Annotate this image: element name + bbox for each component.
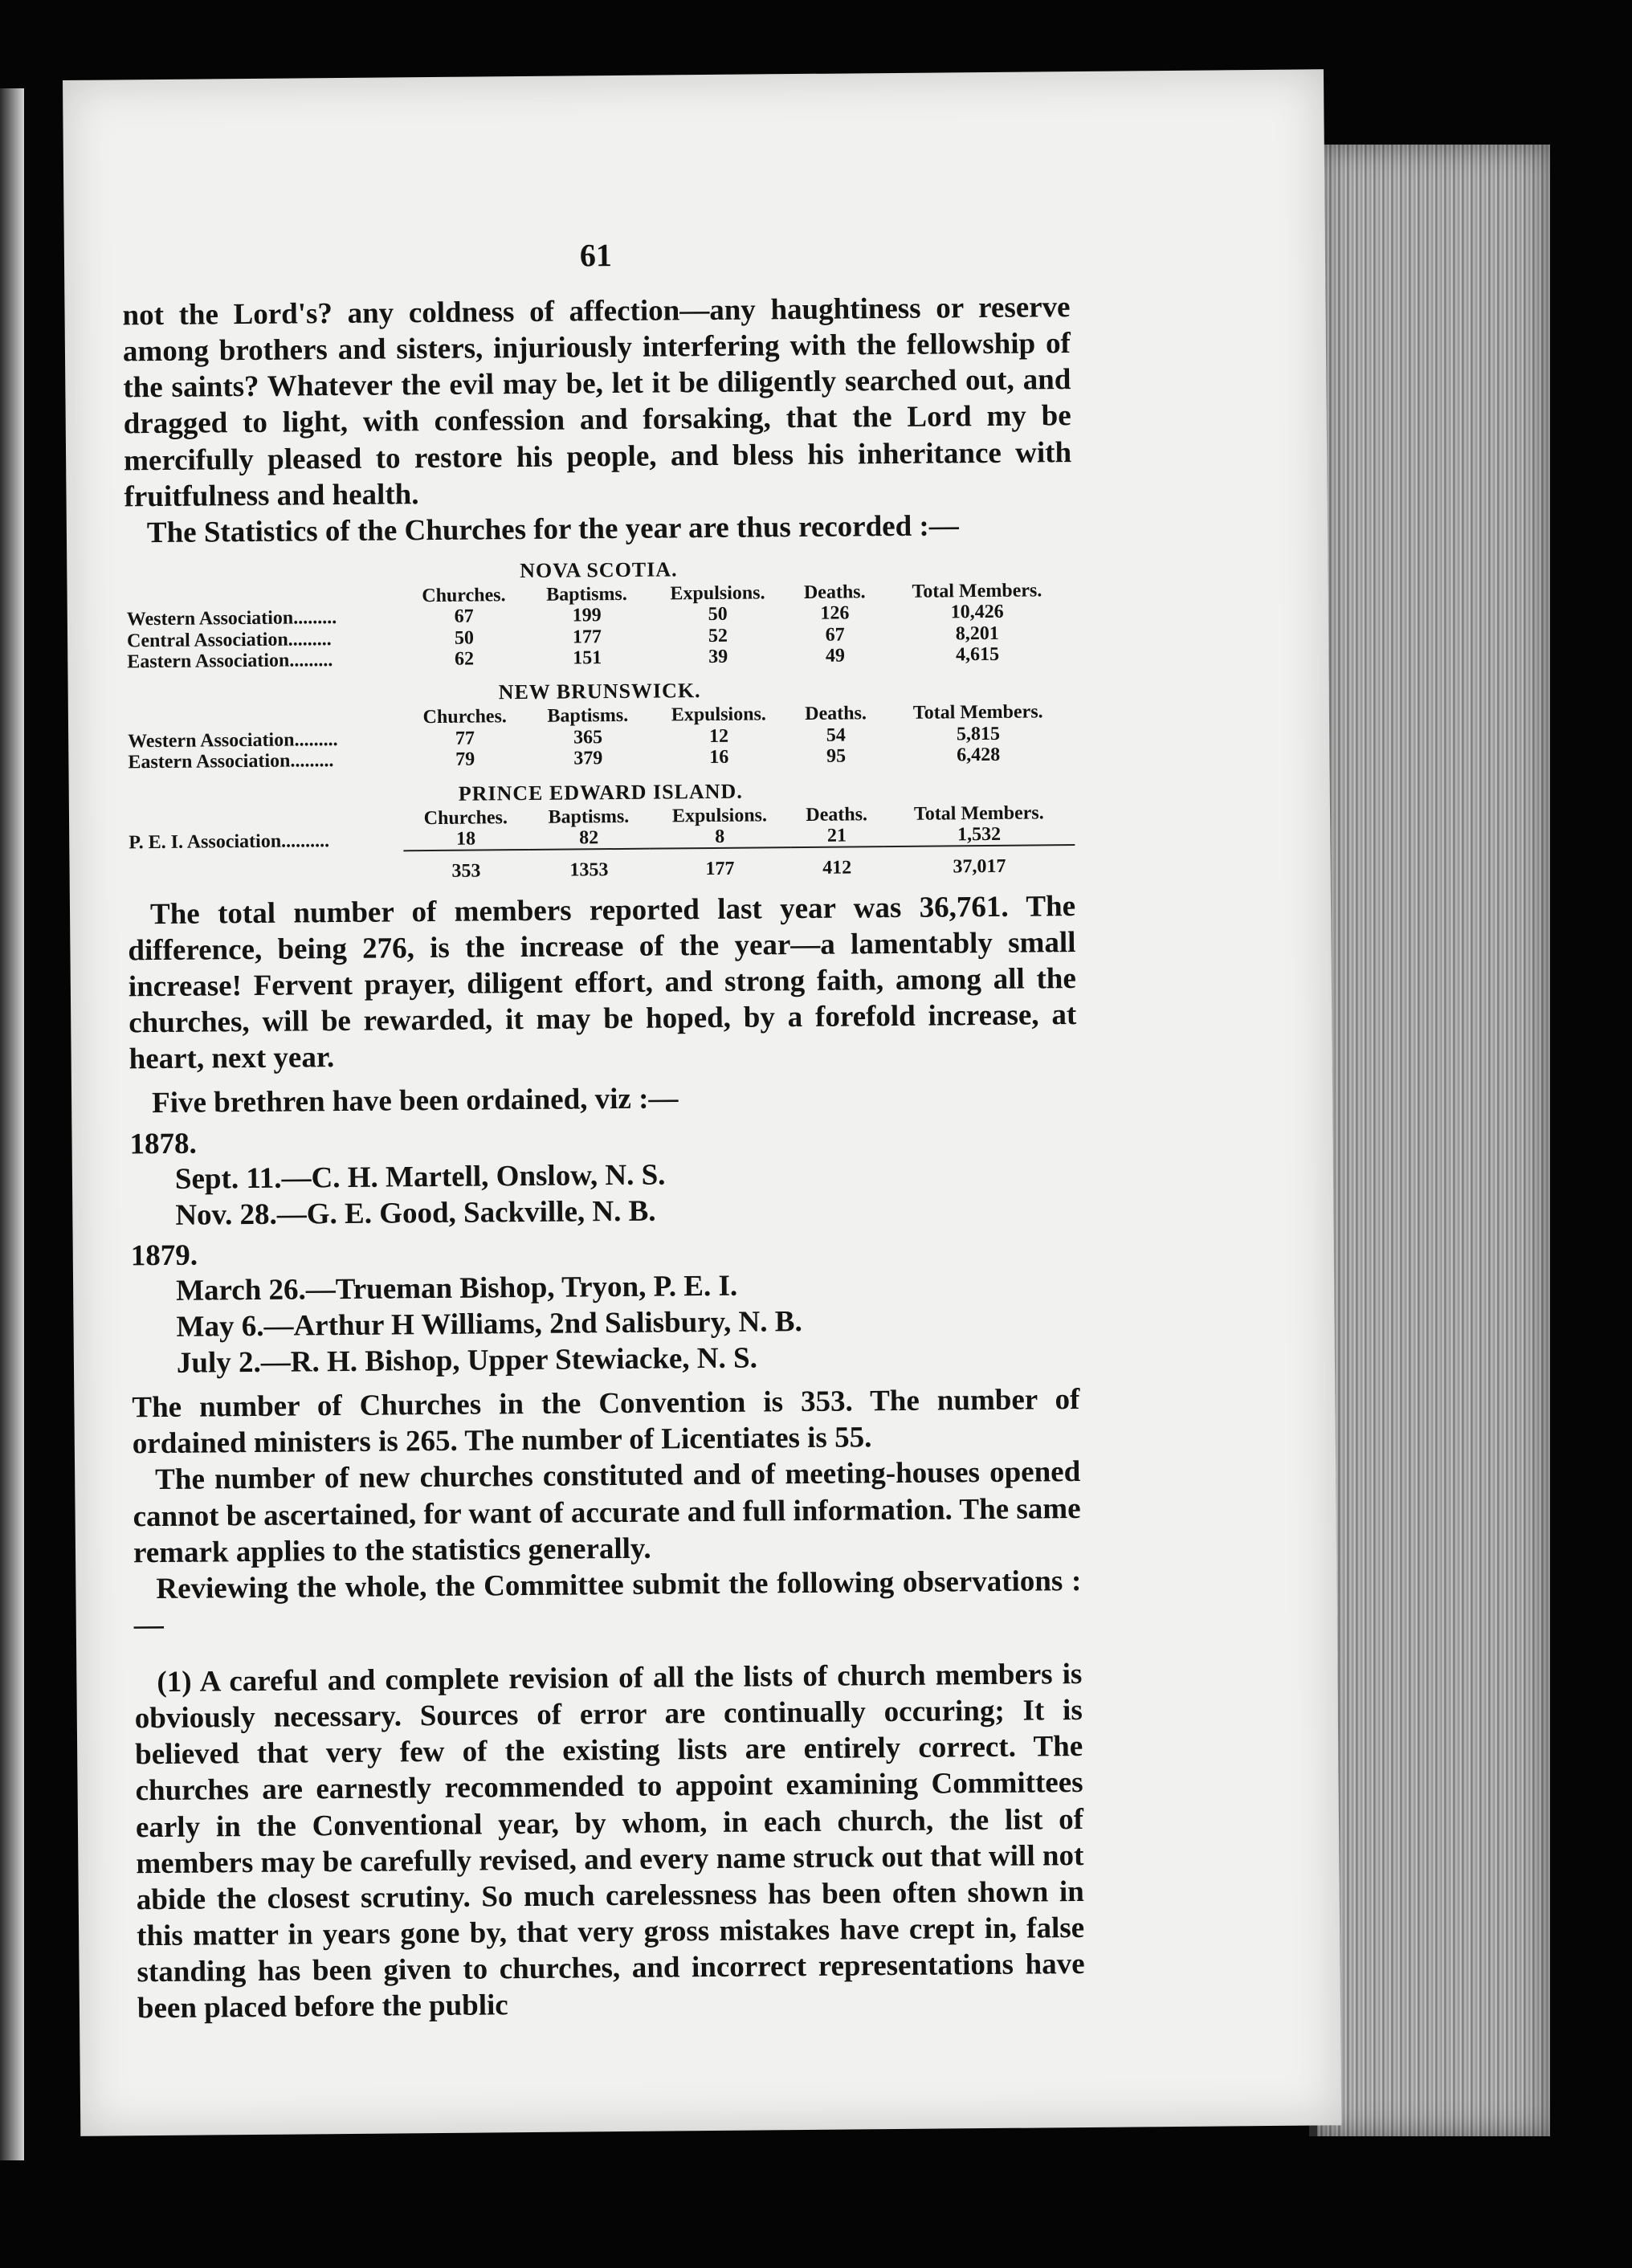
association-name: Western Association......... (128, 728, 338, 753)
members-cell: 8,201 (955, 622, 999, 644)
section-title-nova-scotia: NOVA SCOTIA. (519, 557, 678, 582)
header-deaths: Deaths. (806, 803, 868, 826)
book-page-edges (1317, 145, 1550, 2136)
ordination-entry: Nov. 28.—G. E. Good, Sackville, N. B. (175, 1194, 656, 1232)
header-total-members: Total Members. (912, 701, 1043, 724)
churches-cell: 50 (454, 627, 475, 649)
section-title-new-brunswick: NEW BRUNSWICK. (498, 679, 701, 704)
baptisms-cell: 199 (572, 605, 602, 626)
baptisms-cell: 82 (579, 827, 599, 849)
association-name: P. E. I. Association.......... (129, 830, 330, 853)
pei-table (127, 802, 1075, 885)
expulsions-cell: 8 (715, 826, 725, 847)
header-expulsions: Expulsions. (670, 582, 765, 605)
header-expulsions: Expulsions. (671, 704, 766, 726)
expulsions-cell: 52 (708, 625, 728, 647)
paragraph-7: Reviewing the whole, the Committee submit the following observations :— (133, 1564, 1082, 1642)
header-churches: Churches. (422, 706, 507, 728)
ordination-entry: March 26.—Trueman Bishop, Tryon, P. E. I. (175, 1269, 738, 1307)
association-name: Eastern Association......... (127, 650, 333, 673)
statistics-table (124, 554, 1075, 885)
deaths-cell: 95 (826, 745, 847, 767)
members-cell: 5,815 (956, 723, 1001, 745)
churches-cell: 77 (455, 728, 475, 749)
book-page (63, 69, 1341, 2136)
deaths-cell: 126 (820, 602, 850, 625)
header-churches: Churches. (423, 806, 508, 829)
total-deaths: 412 (790, 847, 883, 879)
nova-scotia-table (125, 580, 1074, 673)
total-members: 37,017 (883, 845, 1075, 878)
churches-cell: 18 (455, 828, 476, 850)
association-name: Eastern Association......... (128, 750, 334, 773)
churches-cell: 67 (454, 606, 474, 628)
ordination-entry: May 6.—Arthur H Williams, 2nd Salisbury, N. B. (176, 1304, 802, 1344)
churches-cell: 79 (455, 749, 475, 770)
paragraph-1: not the Lord's? any coldness of affection—any haughtiness or reserve among brothers and sisters, injuriously interfering with the fellowship of the saints? Whatever the evil may be, let it be diligently searched out, and dragged to light, with confession and forsaking, that the Lord my be mercifully pleased to restore his people, and bless his inheritance with fruitfulness and health. (122, 291, 1072, 513)
header-baptisms: Baptisms. (546, 583, 627, 606)
baptisms-cell: 151 (573, 647, 602, 669)
header-total-members: Total Members. (912, 580, 1042, 602)
association-name: Central Association......... (126, 628, 332, 651)
paragraph-3: The total number of members reported last year was 36,761. The difference, being 276, is the increase of the year—a lamentably small increase! Fervent prayer, diligent effort, and strong faith, among all the churches, will be rewarded, it may be hoped, by a forefold increase, at heart, next year. (128, 889, 1077, 1076)
deaths-cell: 49 (825, 645, 846, 667)
deaths-cell: 67 (825, 624, 845, 646)
members-cell: 1,532 (957, 823, 1002, 846)
total-churches: 353 (403, 850, 528, 883)
page-content (122, 232, 1085, 2026)
paragraph-8: (1) A careful and complete revision of all the lists of church members is obviously necessary. Sources of error are continually occuring; It is believed that very few of the existing lists are entirely correct. The churches are earnestly recommended to appoint examining Committees early in the Conventional year, by whom, in each church, the list of members may be carefully revised, and every name struck out that will not abide the closest scrutiny. So much carelessness has been often shown in this matter in years gone by, that very gross mistakes have crept in, false standing has been given to churches, and incorrect representations have been placed before the public (134, 1658, 1085, 2025)
header-deaths: Deaths. (805, 703, 867, 725)
page-number: 61 (579, 237, 613, 274)
expulsions-cell: 12 (708, 725, 729, 747)
baptisms-cell: 379 (573, 748, 603, 769)
members-cell: 10,426 (950, 602, 1004, 623)
ordination-year: 1878. (129, 1127, 197, 1161)
header-total-members: Total Members. (913, 802, 1044, 825)
paragraph-2: The Statistics of the Churches for the year are thus recorded :— (146, 509, 959, 549)
header-expulsions: Expulsions. (671, 804, 768, 827)
ordination-year: 1879. (130, 1238, 198, 1273)
ordination-entry: July 2.—R. H. Bishop, Upper Stewiacke, N. S. (176, 1341, 758, 1380)
total-expulsions: 177 (650, 848, 791, 881)
deaths-cell: 54 (826, 724, 846, 746)
new-brunswick-table (126, 701, 1075, 773)
totals-blank (127, 851, 403, 885)
churches-cell: 62 (455, 648, 475, 670)
baptisms-cell: 177 (572, 626, 602, 648)
paragraph-5: The number of Churches in the Convention is 353. The number of ordained ministers is 265. The number of Licentiates is 55. (132, 1383, 1080, 1461)
ordinations-list (129, 1119, 1079, 1382)
header-baptisms: Baptisms. (548, 806, 630, 828)
header-churches: Churches. (422, 585, 506, 606)
header-blank (125, 585, 402, 609)
adjacent-page-edge (0, 88, 24, 2160)
paragraph-6: The number of new churches constituted and of meeting-houses opened cannot be ascertained, for want of accurate and full information. The same remark applies to the statistics generally. (133, 1455, 1081, 1569)
paragraph-4: Five brethren have been ordained, viz :— (151, 1082, 679, 1120)
members-cell: 6,428 (957, 744, 1001, 766)
section-title-prince-edward-island: PRINCE EDWARD ISLAND. (458, 779, 743, 806)
total-baptisms: 1353 (528, 849, 650, 882)
expulsions-cell: 16 (709, 747, 729, 769)
ordination-entry: Sept. 11.—C. H. Martell, Onslow, N. S. (174, 1158, 666, 1196)
baptisms-cell: 365 (573, 726, 603, 749)
members-cell: 4,615 (955, 643, 1000, 666)
header-baptisms: Baptisms. (547, 705, 629, 728)
association-name: Western Association......... (126, 607, 337, 630)
header-blank (126, 708, 402, 731)
header-blank (127, 808, 403, 831)
expulsions-cell: 50 (708, 604, 728, 626)
expulsions-cell: 39 (708, 646, 728, 668)
header-deaths: Deaths. (803, 581, 866, 603)
deaths-cell: 21 (826, 825, 847, 846)
